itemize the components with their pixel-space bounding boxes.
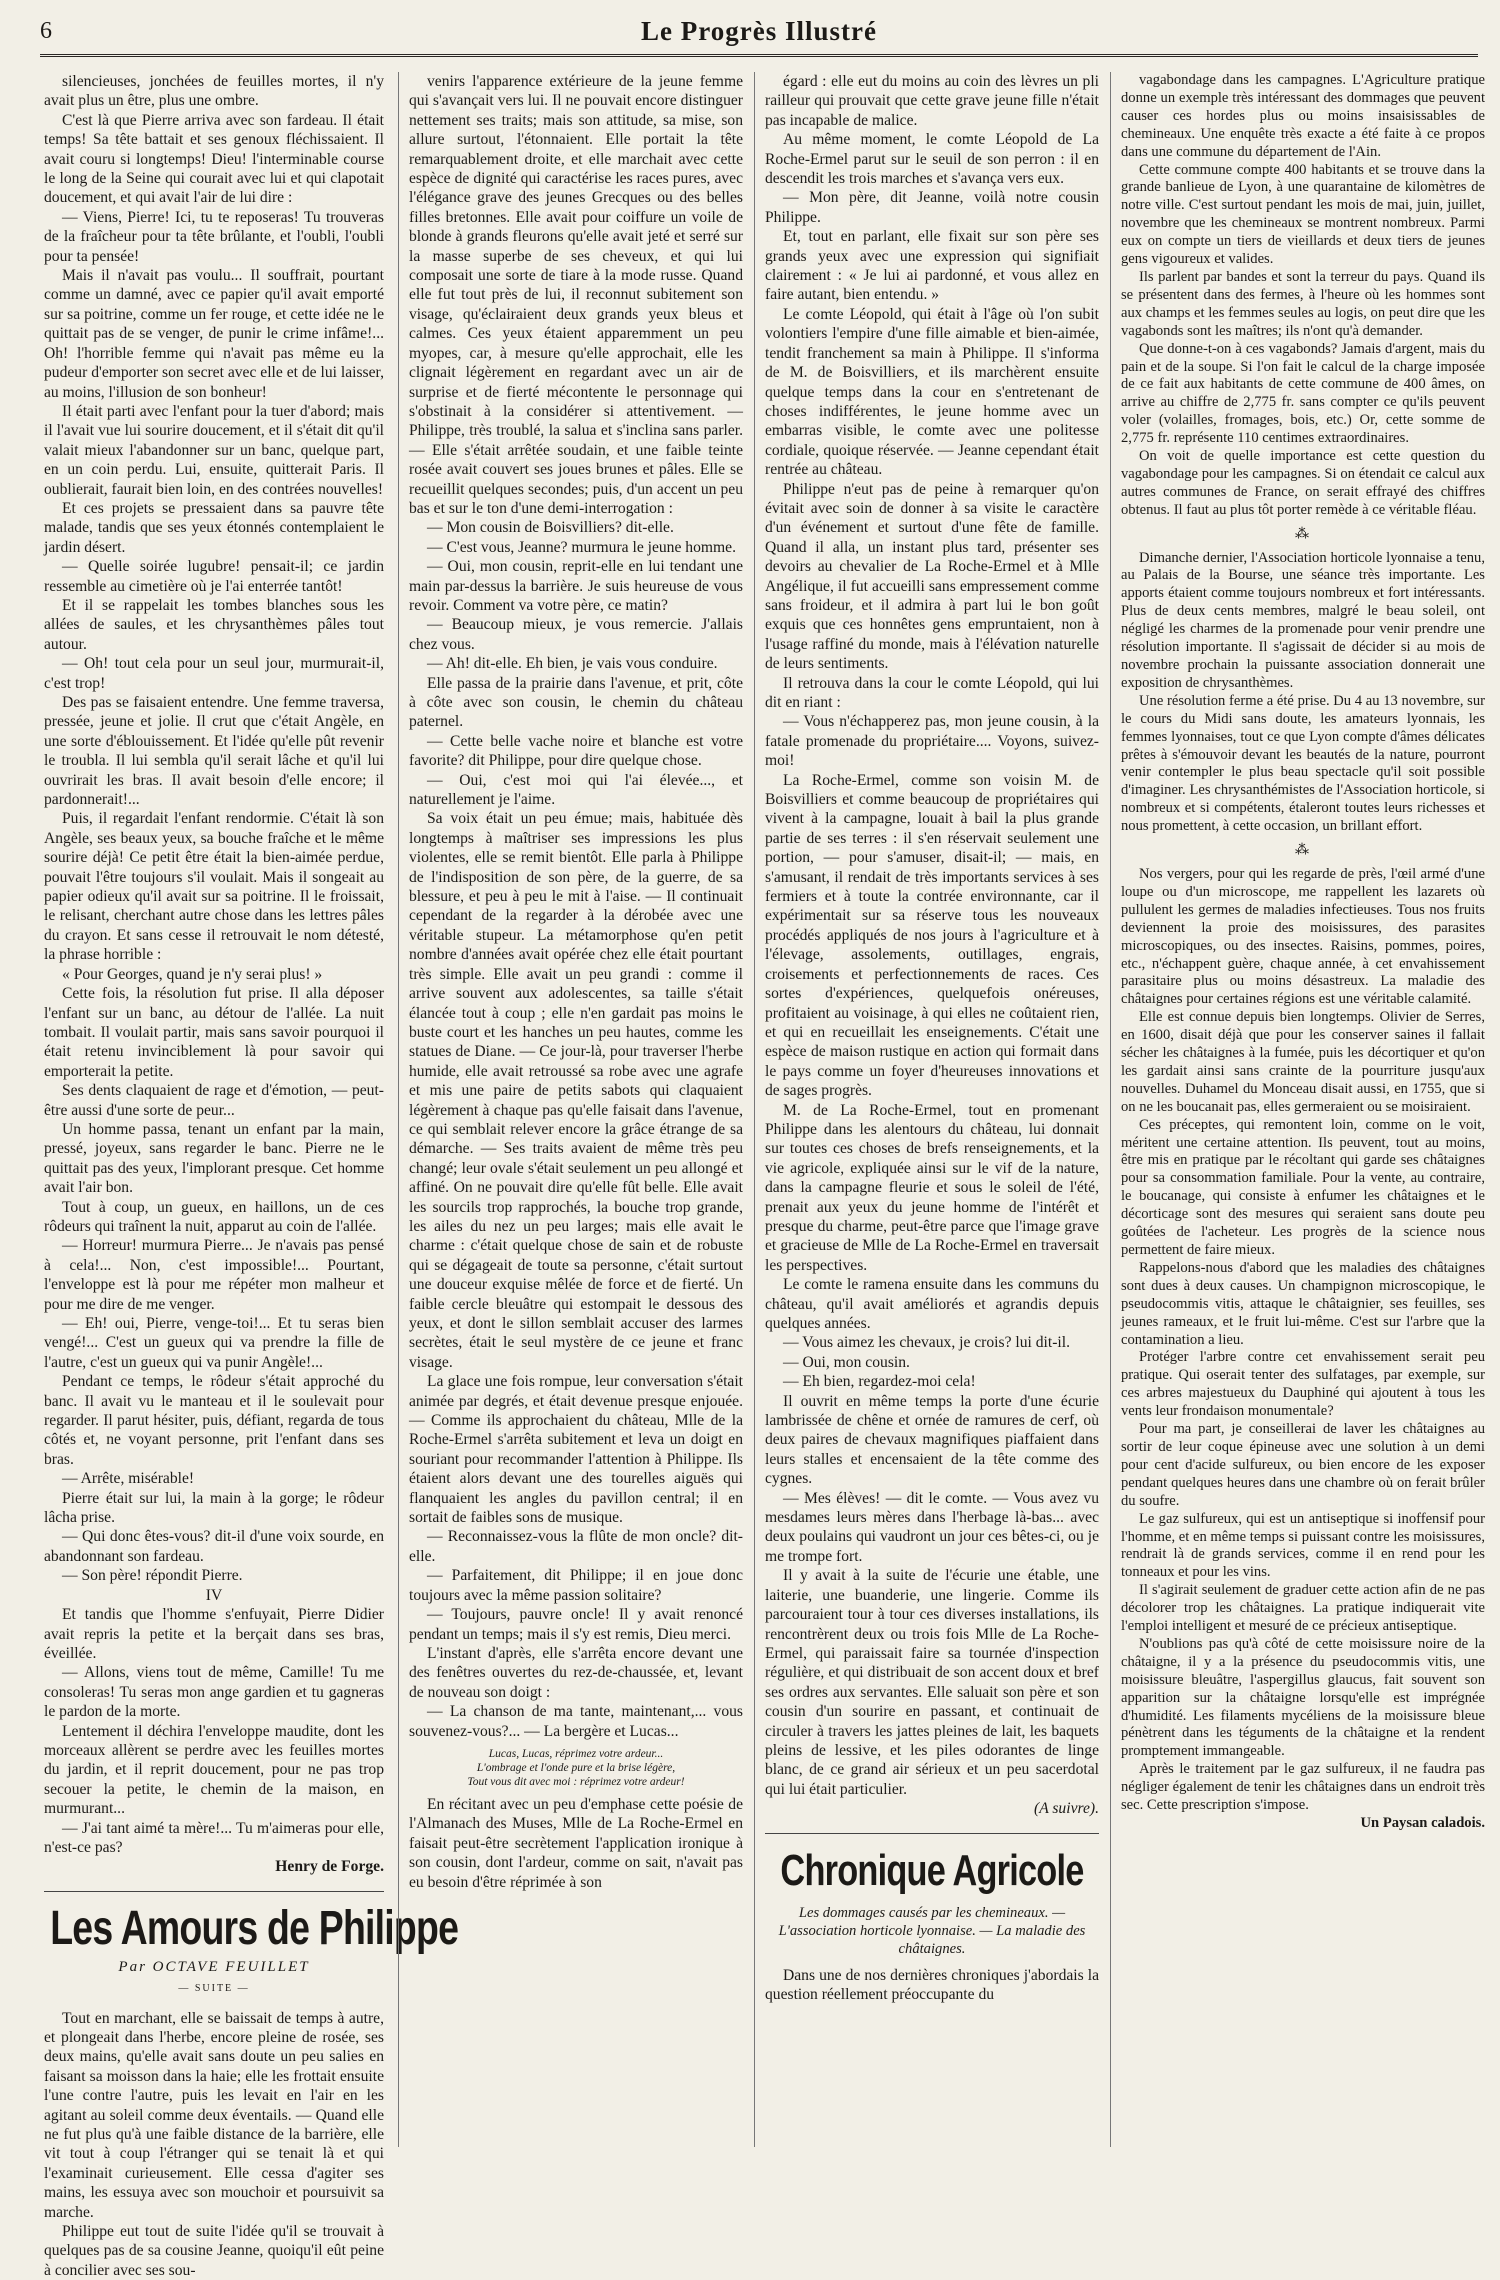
paragraph: Il était parti avec l'enfant pour la tuer d'abord; mais il l'avait vue lui sourire doucement, et il s'était dit qu'il valait mieux l'abandonner sur un banc, quelque part, en un coin perdu. Lui, ensuite, quitterait Paris. Il oublierait, faurait bien loin, en des contrées nouvelles! <box>44 402 384 498</box>
serial-title: Les Amours de Philippe <box>50 1901 459 1955</box>
masthead: Le Progrès Illustré <box>641 16 877 46</box>
paragraph: venirs l'apparence extérieure de la jeune femme qui s'avançait vers lui. Il ne pouvait encore distinguer nettement ses traits; mais son attitude, sa mise, son allure surtout, l'étonnaient. Elle portait la tête remarquablement droite, et elle marchait avec cette espèce de dignité qui caractérise les races pures, avec l'élégance grave des jeunes Grecques ou des belles filles bretonnes. Elle avait pour coiffure un voile de blonde à grands fleurons qu'elle avait jeté et serré sur la masse superbe de ses cheveux, et qui lui composait une sorte de tiare à la mode russe. Quand elle fut tout près de lui, il reconnut subitement son visage, qu'éclairaient deux grands yeux bleus et calmes. Ces yeux étaient apparemment un peu myopes, car, à mesure qu'elle approchait, elle les clignait légèrement en regardant avec un air de surprise et de fierté mécontente le personnage qui s'obstinait à la considérer si attentivement. — Philippe, très troublé, la salua et s'inclina sans parler. — Elle s'était arrêtée soudain, et une faible teinte rosée avait couvert ses joues brunes et pâles. Elle se recueillit quelques secondes; puis, d'un accent un peu bas et sur le ton d'une demi-interrogation : <box>409 73 743 517</box>
paragraph: Il ouvrit en même temps la porte d'une écurie lambrissée de chêne et ornée de ramures de cerf, où deux paires de chevaux magnifiques piaffaient dans leurs stalles et encensaient de la tête comme des cygnes. <box>765 1392 1099 1488</box>
paragraph: — Eh bien, regardez-moi cela! <box>783 1373 976 1391</box>
paragraph: — J'ai tant aimé ta mère!... Tu m'aimeras pour elle, n'est-ce pas? <box>44 1819 384 1856</box>
paragraph: Elle passa de la prairie dans l'avenue, et prit, côte à côte avec son cousin, le chemin du château paternel. <box>409 674 743 731</box>
paragraph: — Beaucoup mieux, je vous remercie. J'allais chez vous. <box>409 616 743 653</box>
association-text <box>1121 550 1485 837</box>
divider <box>44 1891 384 1892</box>
paragraph: — Reconnaissez-vous la flûte de mon oncle? dit-elle. <box>409 1528 743 1565</box>
paragraph: Ses dents claquaient de rage et d'émotion, — peut-être aussi d'une sorte de peur... <box>44 1082 384 1119</box>
paragraph: Une résolution ferme a été prise. Du 4 au 13 novembre, sur le cours du Midi sans doute, les amateurs lyonnais, les femmes lyonnaises, tout ce que Lyon compte d'âmes délicates prêtes à s'émouvoir devant les beautés de la nature, pourront venir contempler le plus beau spectacle qu'il soit possible d'imaginer. Les chrysanthémistes de l'Association horticole, si nombreux et si compétents, étaleront toutes leurs richesses et nous promettent, à cette occasion, un brillant effort. <box>1121 692 1485 835</box>
paragraph: — Parfaitement, dit Philippe; il en joue donc toujours avec la même passion solitaire? <box>409 1567 743 1604</box>
paragraph: — Eh! oui, Pierre, venge-toi!... Et tu seras bien vengé!... C'est un gueux qui va prendre la fille de l'autre, c'est un gueux qui va punir Angèle!... <box>44 1315 384 1371</box>
paragraph: — Qui donc êtes-vous? dit-il d'une voix sourde, en abandonnant son fardeau. <box>44 1528 384 1565</box>
serial-byline: Par OCTAVE FEUILLET <box>118 1958 310 1975</box>
column-3 <box>754 72 1099 2147</box>
poem-line: L'ombrage et l'onde pure et la brise légère, <box>476 1761 676 1774</box>
paragraph: — Mon cousin de Boisvilliers? dit-elle. <box>427 519 674 537</box>
serial-text <box>44 2009 384 2280</box>
paragraph: Tout en marchant, elle se baissait de temps à autre, et plongeait dans l'herbe, encore pleine de rosée, ses deux mains, qu'elle avait sans doute un peu salies en faisant sa moisson dans la haie; elle les frottait ensuite l'une contre l'autre, puis les levait en l'air en les agitant au soleil comme deux éventails. — Quand elle ne fut plus qu'à une faible distance de la barrière, elle vit tout à coup l'étranger qui se tenait là et qui l'examinait curieusement. Elle cessa d'agiter ses mains, les essuya avec son mouchoir et poursuivit sa marche. <box>44 2009 384 2221</box>
paragraph: Pendant ce temps, le rôdeur s'était approché du banc. Il avait vu le manteau et il le soulevait pour regarder. Il parut hésiter, puis, défiant, regarda de tous côtés et, ne voyant personne, prit l'enfant dans ses bras. <box>44 1373 384 1468</box>
paragraph: Pour ma part, je conseillerai de laver les châtaignes au sortir de leur coque épineuse avec une solution à un demi pour cent d'acide sulfureux, ou bien encore de les exposer pendant quelques heures dans une chambre où on ferait brûler du soufre. <box>1121 1421 1485 1509</box>
paragraph: — La chanson de ma tante, maintenant,... vous souvenez-vous?... — La bergère et Lucas... <box>409 1703 743 1740</box>
paragraph: — Viens, Pierre! Ici, tu te reposeras! Tu trouveras de la fraîcheur pour ta tête brûlante, et l'oubli, l'oubli pour ta pensée! <box>44 208 384 265</box>
paragraph: N'oublions pas qu'à côté de cette moisissure noire de la châtaigne, il y a la présence du pseudocommis vitis, une moisissure bleuâtre, l'aspergillus glaucus, fait souvent son apparition sur la châtaigne lorsqu'elle est imprégnée d'humidité. Les filaments mycéliens de la moisissure bleue pénètrent dans les téguments de la châtaigne et la rendent promptement immangeable. <box>1121 1635 1485 1760</box>
paragraph: Que donne-t-on à ces vagabonds? Jamais d'argent, mais du pain et de la soupe. Si l'on fait le calcul de la charge imposée de ce fait aux habitants de cette commune de 400 âmes, on arrive au chiffre de 2,775 fr. sans compter ce qu'ils peuvent voler (volailles, fromages, bois, etc.) Or, cette somme de 2,775 fr. représente 110 centimes extraordinaires. <box>1121 340 1485 447</box>
paragraph: Il y avait à la suite de l'écurie une étable, une laiterie, une buanderie, une lingerie. Comme ils parcouraient tour à tour ces diverses installations, ils rencontrèrent deux ou trois fois Mlle de La Roche-Ermel, qui paraissait faire sa tournée d'inspection régulière, et qui distribuait de son accent doux et bref ses ordres aux servantes. Elle saluait son père et son cousin d'un sourire en passant, et continuait de circuler à travers les jattes pleines de lait, les baquets pleins de lessive, et les piles odorantes de linge blanc, de ce grand air sérieux et un peu sacerdotal qui lui était particulier. <box>765 1567 1099 1798</box>
paragraph: Et, tout en parlant, elle fixait sur son père ses grands yeux avec une expression qui signifiait clairement : « Je lui ai pardonné, et vous allez en faire autant, bien entendu. » <box>765 228 1099 304</box>
paragraph: La glace une fois rompue, leur conversation s'était animée par degrés, et était devenue presque enjouée. — Comme ils approchaient du château, Mlle de la Roche-Ermel s'arrêta subitement et leva un doigt en souriant pour recommander l'attention à Philippe. Ils étaient alors devant une des tourelles aiguës qui flanquaient les angles du pavillon central; il en sortait de faibles sons de musique. <box>409 1373 743 1527</box>
paragraph: — Mes élèves! — dit le comte. — Vous avez vu mesdames leurs mères dans l'herbage là-bas... avec deux poulains qui vaudront un jour ces bêtes-ci, ou je me trompe fort. <box>765 1489 1099 1565</box>
paragraph: Protéger l'arbre contre cet envahissement serait peu pratique. Qui oserait tenter des sulfatages, par exemple, sur ces arbres majestueux du Dauphiné qui ajoutent à tous les vents leur frondaison monumentale? <box>1121 1349 1485 1420</box>
column-4 <box>1110 72 1485 2147</box>
serial-suite: — SUITE — <box>178 1983 250 1995</box>
paragraph: Philippe eut tout de suite l'idée qu'il se trouvait à quelques pas de sa cousine Jeanne, quoiqu'il eût peine à concilier avec ses sou- <box>44 2223 384 2279</box>
paragraph: — Quelle soirée lugubre! pensait-il; ce jardin ressemble au cimetière où je l'ai enterrée tantôt! <box>44 558 384 595</box>
paragraph: — Arrête, misérable! <box>62 1470 195 1488</box>
chestnut-text <box>1121 866 1485 1815</box>
chronique-text <box>765 1966 1099 2005</box>
paragraph: Et ces projets se pressaient dans sa pauvre tête malade, tandis que ses yeux étonnés contemplaient le jardin désert. <box>44 499 384 556</box>
paragraph: Ces préceptes, qui remontent loin, comme on le voit, méritent une certaine attention. Ils peuvent, tout au moins, être mis en pratique par le récoltant qui garde ses châtaignes pour sa consommation familiale. Pour la vente, au contraire, le boucanage, qui consiste à enfumer les châtaignes et le décorticage sont des mesures qui seraient sans doute peu goûtées de l'acheteur. Les progrès de la science nous permettent de faire mieux. <box>1121 1116 1485 1258</box>
chronique-signature: Un Paysan caladois. <box>1360 1815 1485 1831</box>
paragraph: Tout à coup, un gueux, en haillons, un de ces rôdeurs qui traînent la nuit, apparut au coin de l'allée. <box>44 1198 384 1235</box>
paragraph: Sa voix était un peu émue; mais, habituée dès longtemps à maîtriser ses impressions les plus violentes, elle se remit bientôt. Elle parla à Philippe de l'indisposition de son père, de la guerre, de sa blessure, et peu à peu le mit à l'aise. — Il continuait cependant de la regarder à la dérobée avec une véritable stupeur. La métamorphose qu'en petit nombre d'années avait opérée chez elle était pourtant très simple. Elle avait un peu grandi : comme il arrive souvent aux adolescentes, sa taille s'était élancée tout à coup ; elle n'en gardait pas moins le buste court et les hanches un peu hautes, comme les statues de Diane. — Ce jour-là, pour traverser l'herbe humide, elle avait retroussé sa robe avec une agrafe et mis une paire de petits sabots qui claquaient légèrement à chaque pas qu'elle faisait dans l'avenue, ce qui semblait relever encore la grâce étrange de sa démarche. — Ses traits avaient de même très peu changé; leur ovale s'était seulement un peu allongé et affiné. On ne pouvait dire qu'elle fût belle. Elle avait les sourcils trop rapprochés, la bouche trop grande, les ailes du nez un peu larges; mais elle avait le charme : c'était quelque chose de sain et de robuste qui se dégageait de toute sa personne, c'était surtout une douceur exquise mêlée de force et de fierté. Un faible cercle bleuâtre qui estompait le dessous des yeux, et dont le sillon semblait accuser des larmes secrètes, était le seul mystère de ce jeune et franc visage. <box>409 810 743 1371</box>
paragraph: — Oui, mon cousin. <box>783 1353 910 1371</box>
paragraph: M. de La Roche-Ermel, tout en promenant Philippe dans les alentours du château, lui donnait sur toutes ces choses de brefs renseignements, et la vie agricole, expliquée ainsi sur le vif de la nature, dans la campagne fleurie et sous le soleil de l'été, prenait aux yeux du jeune homme de l'intérêt et presque du charme, peut-être parce que l'image grave et gracieuse de Mlle de La Roche-Ermel en traversait les perspectives. <box>765 1101 1099 1274</box>
paragraph: On voit de quelle importance est cette question du vagabondage pour les campagnes. Si on étendait ce calcul aux autres communes de France, on serait effrayé des chiffres obtenus. Il faut au plus tôt porter remède à ce véritable fléau. <box>1121 448 1485 518</box>
page-header <box>40 14 1478 57</box>
col2-serial-text <box>409 72 743 1741</box>
paragraph: — Oui, c'est moi qui l'ai élevée..., et naturellement je l'aime. <box>409 771 743 809</box>
paragraph: — Cette belle vache noire et blanche est votre favorite? dit Philippe, pour dire quelque chose. <box>409 732 743 770</box>
paragraph: En récitant avec un peu d'emphase cette poésie de l'Almanach des Muses, Mlle de La Roche-Ermel en faisait peut-être secrètement l'application ironique à son cousin, dont l'ardeur, comme on sait, n'avait pas eu besoin d'être réprimée à son <box>409 1795 743 1891</box>
paragraph: Dans une de nos dernières chroniques j'abordais la question réellement préoccupante du <box>765 1966 1099 2003</box>
col3-serial-text <box>765 72 1099 1799</box>
paragraph: Et il se rappelait les tombes blanches sous les allées de saules, et les chrysanthèmes pâles tout autour. <box>44 596 384 653</box>
paragraph: Cette commune compte 400 habitants et se trouve dans la grande banlieue de Lyon, à une quarantaine de kilomètres de notre ville. C'est surtout pendant les mois de mai, juin, juillet, novembre que les chemineaux se montrent nombreux. Parmi eux on compte un tiers de vieillards et deux tiers de jeunes gens vigoureux et valides. <box>1121 161 1485 268</box>
paragraph: — Allons, viens tout de même, Camille! Tu me consoleras! Tu seras mon ange gardien et tu gagneras le pardon de la morte. <box>44 1664 384 1721</box>
paragraph: Le comte le ramena ensuite dans les communs du château, qu'il avait améliorés et agrandis depuis quelques années. <box>765 1276 1099 1332</box>
paragraph: Le gaz sulfureux, qui est un antiseptique si inoffensif pour l'homme, et en même temps si puissant contre les moisissures, rendrait là de grands services, comme il en rend pour les tonneaux et pour les vins. <box>1121 1510 1485 1581</box>
column-2 <box>398 72 743 2147</box>
col1-story <box>44 72 384 1586</box>
paragraph: L'instant d'après, elle s'arrêta encore devant une des fenêtres ouvertes du rez-de-chaussée, et, levant de nouveau son doigt : <box>409 1644 743 1701</box>
paragraph: Lentement il déchira l'enveloppe maudite, dont les morceaux allèrent se perdre avec les feuilles mortes du jardin, et il reprit doucement, pour ne pas trop secouer la petite, le chemin de la maison, en murmurant... <box>44 1722 384 1818</box>
paragraph: Nos vergers, pour qui les regarde de près, l'œil armé d'une loupe ou d'un microscope, me rappellent les lazarets où pullulent les germes de maladies infectieuses. Tous nos fruits deviennent la proie des moisissures, des parasites microscopiques, ou des insectes. Raisins, pommes, poires, etc., n'échappent guère, chaque année, à cet envahissement parasitaire plus ou moins désastreux. La maladie des châtaignes pour certaines régions est une véritable calamité. <box>1121 865 1485 1008</box>
paragraph: C'est là que Pierre arriva avec son fardeau. Il était temps! Sa tête battait et ses genoux fléchissaient. Il avait couru si longtemps! Dieu! l'interminable course le long de la Seine qui courait avec lui et qui clapotait doucement, et qui avait l'air de lui dire : <box>44 111 384 207</box>
chronique-summary: Les dommages causés par les chemineaux. — L'association horticole lyonnaise. — La maladie des châtaignes. <box>778 1904 1086 1957</box>
paragraph: Elle est connue depuis bien longtemps. Olivier de Serres, en 1600, disait déjà que pour les conserver saines il fallait sécher les châtaignes à la fumée, puis les décortiquer et qu'on les gardait ainsi sans crainte de la pourriture jusqu'aux nouvelles. Duhamel du Monceau disait aussi, en 1755, que si on ne les boucanait pas, elles germeraient ou se moisiraient. <box>1121 1009 1485 1115</box>
paragraph: — Toujours, pauvre oncle! Il y avait renoncé pendant un temps; mais il s'y est remis, Dieu merci. <box>409 1606 743 1643</box>
paragraph: Après le traitement par le gaz sulfureux, il ne faudra pas négliger également de tenir les châtaignes dans un endroit très sec. Cette prescription s'impose. <box>1121 1761 1485 1814</box>
paragraph: Un homme passa, tenant un enfant par la main, pressé, joyeux, sans regarder le banc. Pierre ne le quittait pas des yeux, l'implorant presque. Cet homme avait l'air bon. <box>44 1120 384 1197</box>
paragraph: — C'est vous, Jeanne? murmura le jeune homme. <box>427 538 736 556</box>
paragraph: — Mon père, dit Jeanne, voilà notre cousin Philippe. <box>765 189 1099 226</box>
paragraph: — Vous n'échapperez pas, mon jeune cousin, à la fatale promenade du propriétaire.... Voyons, suivez-moi! <box>765 713 1099 770</box>
paragraph: Il s'agirait seulement de graduer cette action afin de ne pas décolorer trop les châtaignes. La pratique indiquerait vite l'emploi intelligent et mesuré de ce précieux antiseptique. <box>1121 1582 1485 1635</box>
paragraph: Le comte Léopold, qui était à l'âge où l'on subit volontiers l'empire d'une fille aimable et bien-aimée, tendit franchement sa main à Philippe. Il s'informa de M. de Boisvilliers, et ils marchèrent ensuite quelque temps dans la cour en s'entretenant de choses indifférentes, le jeune homme avec un embarras visible, le comte avec une politesse cordiale, quoique réservée. — Jeanne cependant était rentrée au château. <box>765 305 1099 479</box>
paragraph: Cette fois, la résolution fut prise. Il alla déposer l'enfant sur un banc, au détour de l'allée. La nuit tombait. Il voulait partir, mais sans savoir pourquoi il était retenu invinciblement là pour savoir qui emporterait la petite. <box>44 985 384 1080</box>
poem-line: Lucas, Lucas, réprimez votre ardeur... <box>488 1747 664 1760</box>
paragraph: Dimanche dernier, l'Association horticole lyonnaise a tenu, au Palais de la Bourse, une séance très importante. Les apports étaient comme toujours nombreux et fort intéressants. Plus de deux cents membres, malgré le beau soleil, ont négligé les charmes de la promenade pour venir prendre une résolution importante. Il s'agissait de décider si au mois de novembre prochain la puissante association donnerait une exposition de chrysanthèmes. <box>1121 549 1485 691</box>
paragraph: Ils parlent par bandes et sont la terreur du pays. Quand ils se présentent dans des fermes, à l'heure où les hommes sont aux champs et les femmes seules au logis, on peut dire que les vagabonds sont les maîtres; ils n'ont qu'à demander. <box>1121 268 1485 339</box>
chronique-title: Chronique Agricole <box>780 1845 1084 1895</box>
section-separator: ⁂ <box>1295 843 1311 859</box>
poem-line: Tout vous dit avec moi : réprimez votre ardeur! <box>467 1775 685 1788</box>
poem-quote <box>409 1747 743 1789</box>
paragraph: Des pas se faisaient entendre. Une femme traversa, pressée, jeune et jolie. Il crut que c'était Angèle, en une sorte d'éblouissement. Et l'idée qu'elle pût revenir le troubla. Il lui sembla qu'il serait lâche et qu'il lui ouvrirait les bras. Il avait besoin d'elle encore; il pardonnerait!... <box>44 694 384 809</box>
paragraph: vagabondage dans les campagnes. L'Agriculture pratique donne un exemple très intéressant des dommages que peuvent causer ces hordes plus ou moins insaisissables de chemineaux. Une enquête très exacte a été faite à ce propos dans une commune du département de l'Ain. <box>1121 72 1485 160</box>
to-be-continued: (A suivre). <box>1034 1800 1099 1818</box>
paragraph: La Roche-Ermel, comme son voisin M. de Boisvilliers et comme beaucoup de propriétaires qui vivent à la campagne, louait à bail la plus grande partie de ses terres : il s'en réservait seulement une portion, — pour s'amuser, disait-il; — mais, en s'amusant, il rendait de très importants services à ses fermiers et à toute la contrée environnante, car il expérimentait sur sa réserve tous les nouveaux procédés appliqués de nos jours à l'agriculture et à l'élevage, assolements, outillages, engrais, croisements et perfectionnements de races. Ces sortes d'expériences, quelquefois onéreuses, profitaient au voisinage, à qui elles ne coûtaient rien, et qui en recueillait les enseignements. C'était une espèce de maison rustique en action qui formait dans le pays comme un foyer d'heureuses innovations et de sages progrès. <box>765 771 1099 1100</box>
chapter-number: IV <box>205 1586 223 1604</box>
column-1 <box>44 72 459 2279</box>
section-separator: ⁂ <box>1295 526 1311 542</box>
paragraph: égard : elle eut du moins au coin des lèvres un pli railleur qui prouvait que cette grave jeune fille n'était pas incapable de malice. <box>765 73 1099 129</box>
paragraph: — Oui, mon cousin, reprit-elle en lui tendant une main par-dessus la barrière. Je suis heureuse de vous revoir. Comment va votre père, ce matin? <box>409 558 743 614</box>
col1-story-continued <box>44 1605 384 1857</box>
paragraph: Et tandis que l'homme s'enfuyait, Pierre Didier avait repris la petite et la berçait dans ses bras, éveillée. <box>44 1606 384 1662</box>
paragraph: — Son père! répondit Pierre. <box>62 1567 243 1585</box>
paragraph: — Vous aimez les chevaux, je crois? lui dit-il. <box>783 1334 1070 1352</box>
vagabondage-text <box>1121 72 1485 520</box>
paragraph: Puis, il regardait l'enfant rendormie. C'était là son Angèle, ses beaux yeux, sa bouche fraîche et le même sourire déjà! Ce petit être était la bien-aimée perdue, pouvait l'être toujours s'il voulait. Mais il songeait au papier odieux qu'il avait sur sa poitrine. Il le froissait, le relisant, cherchant autre chose dans les lettres pâles du crayon. Et sans cesse il retrouvait le nom détesté, la phrase horrible : <box>44 810 384 964</box>
story-signature: Henry de Forge. <box>275 1858 384 1876</box>
page-number: 6 <box>40 18 52 44</box>
col2-serial-text-2 <box>409 1795 743 1892</box>
paragraph: Au même moment, le comte Léopold de La Roche-Ermel parut sur le seuil de son perron : il en descendit les trois marches et s'avança vers eux. <box>765 131 1099 188</box>
paragraph: Pierre était sur lui, la main à la gorge; le rôdeur lâcha prise. <box>44 1489 384 1527</box>
paragraph: — Ah! dit-elle. Eh bien, je vais vous conduire. <box>427 655 718 673</box>
paragraph: — Horreur! murmura Pierre... Je n'avais pas pensé à cela!... Non, c'est impossible!... Pourtant, l'enveloppe est là pour me répéter mon malheur et pour me dire de me venger. <box>44 1237 384 1313</box>
paragraph: silencieuses, jonchées de feuilles mortes, il n'y avait plus un être, plus une ombre. <box>44 73 384 110</box>
divider <box>765 1833 1099 1834</box>
paragraph: « Pour Georges, quand je n'y serai plus! » <box>62 965 323 983</box>
paragraph: Mais il n'avait pas voulu... Il souffrait, pourtant comme un damné, avec ce papier qu'il avait emporté sur sa poitrine, comme un fer rouge, et cette idée ne le quittait pas de se venger, de punir le crime infâme!... Oh! l'horrible femme qui n'avait pas même eu la pudeur d'emporter son secret avec elle et de lui laisser, au moins, l'illusion de son bonheur! <box>44 267 384 401</box>
paragraph: Philippe n'eut pas de peine à remarquer qu'on évitait avec soin de donner à sa visite le caractère d'un événement et surtout d'une fête de famille. Quand il alla, un instant plus tard, présenter ses devoirs au chevalier de La Roche-Ermel et à Mlle Angélique, il fut accueilli sans empressement comme sans froideur, et il admira à part lui le bon goût exquis que ces honnêtes gens empruntaient, non à l'usage raffiné du monde, mais à l'élévation naturelle de leurs sentiments. <box>765 480 1099 673</box>
paragraph: Il retrouva dans la cour le comte Léopold, qui lui dit en riant : <box>765 674 1099 711</box>
paragraph: Rappelons-nous d'abord que les maladies des châtaignes sont dues à deux causes. Un champignon microscopique, le pseudocommis vitis, attaque le châtaignier, ses feuilles, ses jeunes rameaux, et le fruit lui-même. C'est sur l'arbre que la contamination a lieu. <box>1121 1259 1485 1348</box>
paragraph: — Oh! tout cela pour un seul jour, murmurait-il, c'est trop! <box>44 655 384 692</box>
